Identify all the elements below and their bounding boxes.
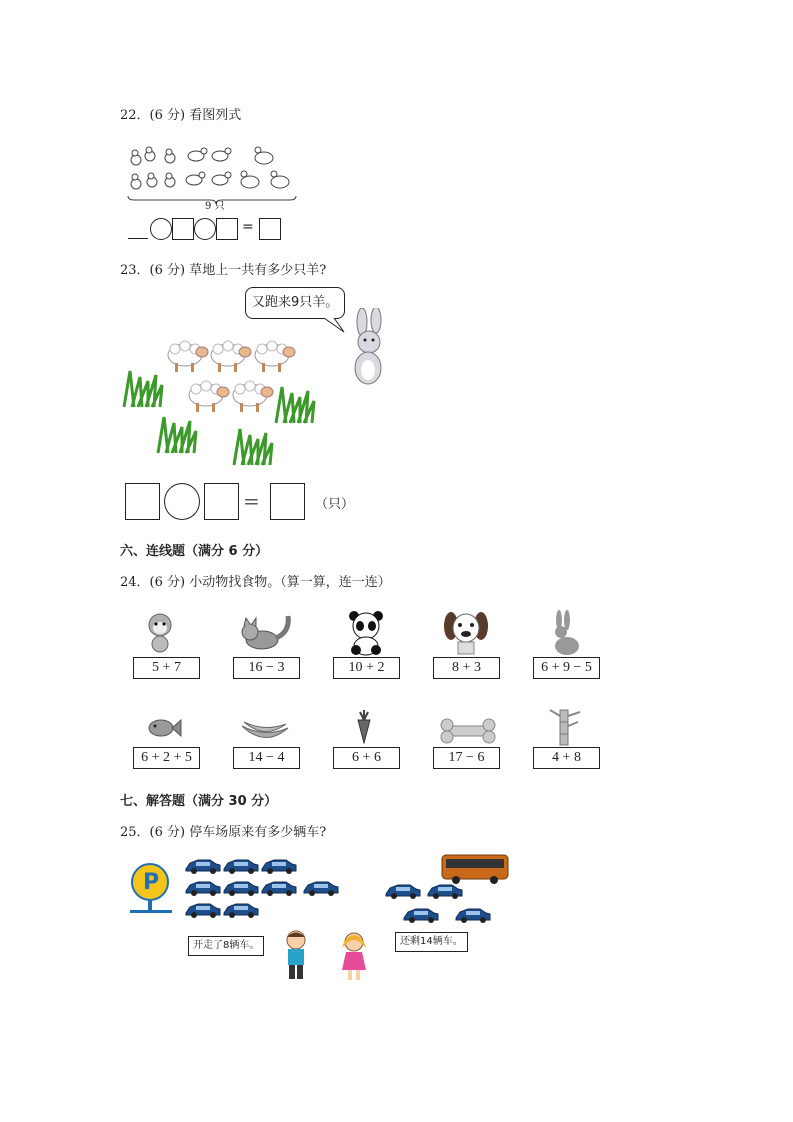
sheep-icon xyxy=(233,381,273,412)
banana-icon xyxy=(240,718,290,742)
cat-icon xyxy=(238,612,294,654)
animal-expression: 6 + 9 − 5 xyxy=(533,657,600,679)
car-icon xyxy=(304,882,338,896)
chick-icon xyxy=(131,174,141,189)
chick-icon xyxy=(165,173,175,187)
food-expression: 4 + 8 xyxy=(533,747,600,769)
sheep-icon xyxy=(211,341,251,372)
grass-icon xyxy=(234,429,272,465)
food-expression: 6 + 2 + 5 xyxy=(133,747,200,769)
q25-title: 25．(6 分) 停车场原来有多少辆车? xyxy=(120,825,327,840)
hen-icon xyxy=(271,171,289,188)
chick-icon xyxy=(147,173,157,187)
grass-icon xyxy=(124,371,162,407)
answer-box[interactable] xyxy=(172,218,194,240)
answer-box[interactable] xyxy=(125,483,160,520)
duck-icon xyxy=(212,172,231,185)
operator-circle[interactable] xyxy=(164,483,200,520)
chick-icon xyxy=(145,147,155,161)
animal-expression: 16 − 3 xyxy=(233,657,300,679)
speech-bubble: 又跑来9只羊。 xyxy=(245,287,345,319)
hen-icon xyxy=(255,147,273,164)
car-icon xyxy=(224,860,258,874)
car-icon xyxy=(456,909,490,923)
q22-brace-label: 9 只 xyxy=(205,201,225,212)
boy-icon xyxy=(278,928,314,986)
girl-icon xyxy=(336,930,372,984)
car-icon xyxy=(224,882,258,896)
operator-circle[interactable] xyxy=(194,218,216,240)
panda-icon xyxy=(346,610,386,656)
equals-sign: = xyxy=(242,219,254,235)
unit-label: （只） xyxy=(315,497,355,512)
chick-icon xyxy=(131,150,141,165)
q23-title: 23．(6 分) 草地上一共有多少只羊? xyxy=(120,263,327,278)
parking-letter: P xyxy=(143,870,160,895)
monkey-icon xyxy=(145,612,175,654)
food-expression: 17 − 6 xyxy=(433,747,500,769)
sheep-icon xyxy=(255,341,295,372)
section-six-title: 六、连线题（满分 6 分） xyxy=(120,544,269,559)
bone-icon xyxy=(439,718,497,744)
car-icon xyxy=(186,882,220,896)
sheep-meadow xyxy=(120,335,320,470)
result-box[interactable] xyxy=(270,483,305,520)
grass-icon xyxy=(158,417,196,453)
q23-answer-row xyxy=(125,483,365,521)
result-box[interactable] xyxy=(259,218,281,240)
answer-box[interactable] xyxy=(216,218,238,240)
answer-blank[interactable] xyxy=(128,238,148,239)
grass-icon xyxy=(276,387,314,423)
animal-expression: 5 + 7 xyxy=(133,657,200,679)
food-expression: 6 + 6 xyxy=(333,747,400,769)
q22-answer-row xyxy=(128,218,298,240)
car-icon xyxy=(224,904,258,918)
bamboo-icon xyxy=(548,706,582,746)
girl-speech: 还剩14辆车。 xyxy=(395,932,468,952)
answer-box[interactable] xyxy=(204,483,239,520)
car-icon xyxy=(404,909,438,923)
q22-title: 22．(6 分) 看图列式 xyxy=(120,108,242,123)
duck-icon xyxy=(186,172,205,185)
q24-title: 24．(6 分) 小动物找食物。（算一算，连一连） xyxy=(120,575,391,590)
car-icon xyxy=(262,882,296,896)
chick-icon xyxy=(165,149,175,163)
parked-cars xyxy=(184,855,344,923)
car-icon xyxy=(262,860,296,874)
boy-speech: 开走了8辆车。 xyxy=(188,936,264,956)
operator-circle[interactable] xyxy=(150,218,172,240)
animal-expression: 8 + 3 xyxy=(433,657,500,679)
duck-icon xyxy=(188,148,207,161)
bus-icon xyxy=(440,851,514,887)
fish-icon xyxy=(146,715,182,741)
car-icon xyxy=(428,885,462,899)
car-icon xyxy=(386,885,420,899)
bubble-tail xyxy=(322,318,346,334)
sheep-icon xyxy=(189,381,229,412)
car-icon xyxy=(186,904,220,918)
sheep-icon xyxy=(168,341,208,372)
dog-icon xyxy=(441,610,491,656)
equals-sign: = xyxy=(243,489,260,513)
rabbit-icon xyxy=(545,610,583,656)
car-icon xyxy=(186,860,220,874)
food-expression: 14 − 4 xyxy=(233,747,300,769)
carrot-icon xyxy=(350,710,378,744)
hen-icon xyxy=(241,171,259,188)
leaving-cars xyxy=(384,880,494,930)
section-seven-title: 七、解答题（满分 30 分） xyxy=(120,794,278,809)
rabbit-icon xyxy=(346,308,392,386)
duck-icon xyxy=(212,148,231,161)
sheep-picture xyxy=(120,335,320,470)
animal-expression: 10 + 2 xyxy=(333,657,400,679)
